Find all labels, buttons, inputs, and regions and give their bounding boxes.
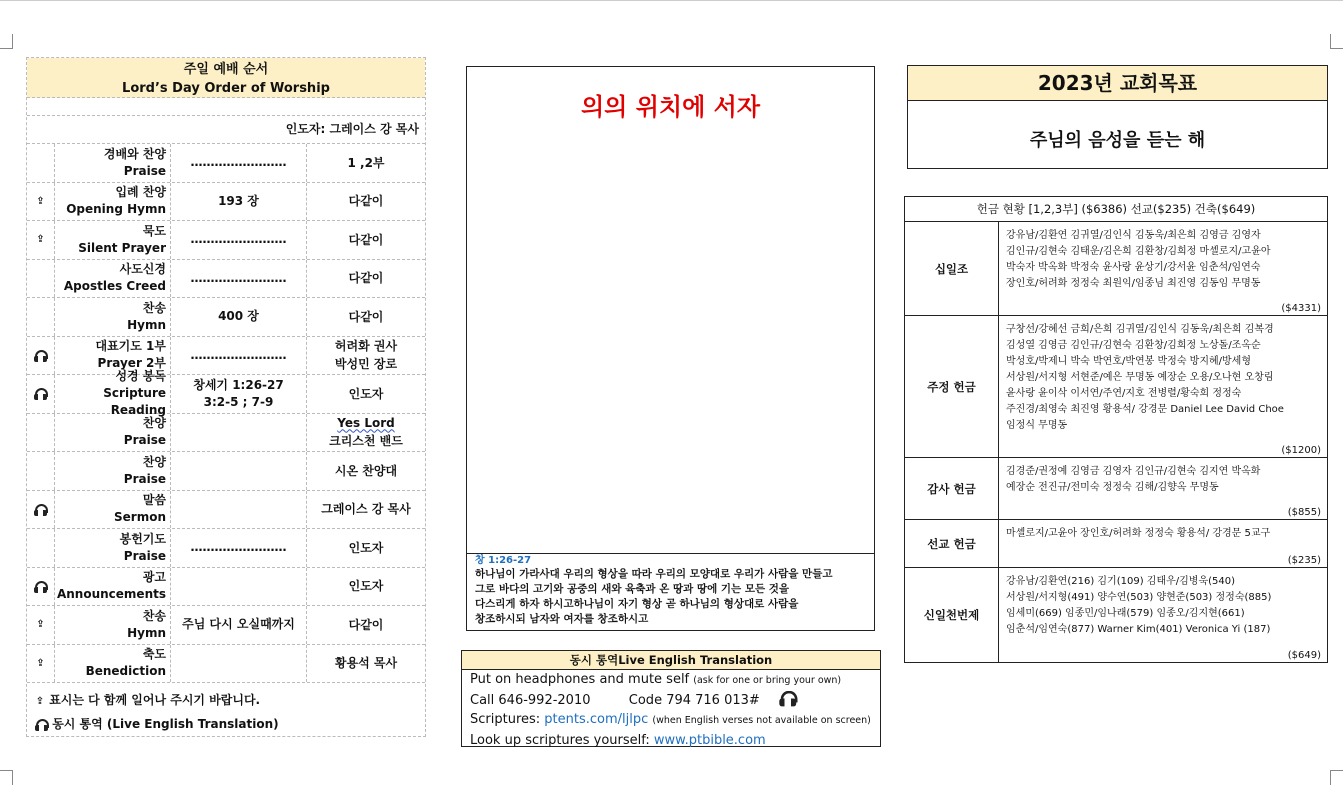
order-row <box>27 298 425 337</box>
sermon-title: 의의 위치에 서자 <box>581 93 760 121</box>
translation-box <box>461 650 881 747</box>
offering-amount: ($4331) <box>1281 303 1321 314</box>
offering-amount: ($235) <box>1287 555 1321 566</box>
translation-header: 동시 통역Live English Translation <box>462 651 880 670</box>
crop-mark <box>1330 34 1343 49</box>
order-item-ko: 광고 <box>142 570 166 585</box>
order-leader-2: 박성민 장로 <box>334 357 398 372</box>
order-item-cell <box>55 568 171 606</box>
order-detail: 193 장 <box>218 193 259 208</box>
order-leader-cell <box>307 452 425 490</box>
order-leader: 다같이 <box>348 232 384 247</box>
order-leader-cell <box>307 568 425 606</box>
order-icon-cell <box>27 645 55 683</box>
order-icon-cell <box>27 260 55 298</box>
offering-category: 선교 헌금 <box>905 520 999 567</box>
order-detail-cell <box>171 568 307 606</box>
order-leader: 다같이 <box>348 194 384 209</box>
order-icon-cell <box>27 183 55 221</box>
worship-order-title-ko: 주일 예배 순서 <box>183 62 269 77</box>
order-leader-cell <box>307 491 425 529</box>
order-leader: 황용석 목사 <box>334 656 398 671</box>
offering-names-line: 마셸로지/고윤아 장인호/허려화 정정숙 황용석/ 강경문 5교구 <box>1006 528 1271 539</box>
order-leader-2: 크리스천 밴드 <box>329 434 403 449</box>
scripture-verse-box <box>467 553 874 631</box>
offering-names-line: 김경준/권정예 김영금 김영자 김인규/김현숙 김지연 박옥화 <box>1006 466 1261 477</box>
order-item-en: Benediction <box>85 664 166 679</box>
translation-line-4 <box>462 731 880 751</box>
order-row <box>27 606 425 645</box>
offering-names-line: 구창선/강혜선 금희/은희 김귀열/김인식 김동욱/최은희 김복경 <box>1006 324 1274 335</box>
order-item-ko: 입례 찬양 <box>115 185 166 200</box>
offering-names-line: 서상원/서지형 서현준/예은 무명동 예장순 오용/오나현 오창림 <box>1006 372 1274 383</box>
order-icon-cell <box>27 452 55 490</box>
order-leader-cell <box>307 260 425 298</box>
order-detail-cell <box>171 337 307 375</box>
verse-text <box>475 567 866 627</box>
offering-names-line: 김성열 김영금 김인규/김현숙 김환창/김희정 노상돌/조옥순 <box>1006 340 1261 351</box>
order-item-en: Praise <box>123 163 166 178</box>
order-row <box>27 183 425 222</box>
order-icon-cell <box>27 337 55 375</box>
sermon-panel <box>466 66 875 631</box>
verse-line: 하나님이 가라사대 우리의 형상을 따라 우리의 모양대로 우리가 사람을 만들고 <box>475 568 833 580</box>
offering-names-line: 윤사랑 윤이삭 이서연/주연/지호 전병렬/황숙희 정정숙 <box>1006 388 1242 399</box>
church-goal-title: 2023년 교회목표 <box>908 66 1327 101</box>
scriptures-link[interactable]: ptents.com/ljlpc <box>544 712 649 727</box>
order-detail-cell <box>171 452 307 490</box>
order-item-en: Hymn <box>127 625 166 640</box>
order-leader: 다같이 <box>348 271 384 286</box>
translation-line-3 <box>462 710 880 731</box>
offering-names-line: 임춘석/임연숙(877) Warner Kim(401) Veronica Yi (187) <box>1006 624 1271 635</box>
crop-mark <box>0 770 13 785</box>
offering-names-line: 서상원/서지형(491) 양수연(503) 양현준(503) 정정숙(885) <box>1006 592 1272 603</box>
order-item-ko: 봉헌기도 <box>119 531 166 546</box>
order-item-ko: 성경 봉독 <box>115 369 166 384</box>
offering-row <box>905 316 1327 458</box>
order-item-ko: 대표기도 1부 <box>95 339 166 354</box>
order-item-cell <box>55 298 171 336</box>
order-leader-cell <box>307 221 425 259</box>
stand-note-text: 표시는 다 함께 일어나 주시기 바랍니다. <box>49 693 261 707</box>
offering-names-line: 예장순 전진규/전미숙 정정숙 김해/김향옥 무명동 <box>1006 482 1219 493</box>
offering-names-line: 박숙자 박옥화 박정숙 윤사랑 윤상기/강서윤 임춘석/임연숙 <box>1006 262 1261 273</box>
headphones-icon <box>35 718 48 731</box>
order-row <box>27 645 425 684</box>
order-item-ko: 찬양 <box>142 416 166 431</box>
order-leader-cell <box>307 645 425 683</box>
offering-names <box>1006 322 1321 434</box>
order-item-en: Praise <box>123 471 166 486</box>
order-leader: Yes Lord <box>337 416 395 431</box>
stand-up-icon: ⇪ <box>36 195 45 207</box>
order-item-cell <box>55 452 171 490</box>
stand-note <box>27 689 425 713</box>
order-leader: 허려화 권사 <box>334 339 398 354</box>
order-detail-cell <box>171 491 307 529</box>
order-item-en: Praise <box>123 433 166 448</box>
order-item-ko: 찬송 <box>142 300 166 315</box>
offering-category: 신일천번제 <box>905 568 999 662</box>
bible-lookup-link[interactable]: www.ptbible.com <box>653 732 766 748</box>
offering-names <box>1006 464 1321 496</box>
stand-up-icon: ⇪ <box>36 234 45 246</box>
order-item-en: Silent Prayer <box>78 240 166 255</box>
order-detail: …………………… <box>190 155 287 170</box>
translation-note <box>27 713 425 735</box>
order-leader-cell <box>307 606 425 644</box>
order-leader-cell <box>307 144 425 182</box>
headphones-icon <box>779 689 802 711</box>
offering-row <box>905 458 1327 520</box>
order-item-en: Apostles Creed <box>63 279 166 294</box>
offering-names-line: 김인규/김현숙 김태운/김은희 김환창/김희정 마셸로지/고윤아 <box>1006 246 1271 257</box>
stand-up-icon: ⇪ <box>36 619 45 631</box>
order-detail: …………………… <box>190 232 287 247</box>
headphones-icon <box>34 580 47 593</box>
offering-names-line: 임세미(669) 임종민/임나래(579) 임종오/김지현(661) <box>1006 608 1245 619</box>
order-detail: 창세기 1:26-27 <box>193 377 284 392</box>
crop-mark <box>1330 770 1343 785</box>
order-item-cell <box>55 414 171 452</box>
order-item-cell <box>55 645 171 683</box>
bible-lookup-label: Look up scriptures yourself: <box>470 732 650 748</box>
order-detail-cell <box>171 645 307 683</box>
order-item-en: Opening Hymn <box>66 202 166 217</box>
order-row <box>27 491 425 530</box>
order-leader-cell <box>307 375 425 413</box>
order-row <box>27 369 425 418</box>
offering-category: 주정 헌금 <box>905 316 999 457</box>
offering-names-line: 임정식 무명동 <box>1006 420 1068 431</box>
order-item-ko: 경배와 찬양 <box>103 146 166 161</box>
order-detail: …………………… <box>190 347 287 362</box>
order-leader-cell <box>307 529 425 567</box>
order-leader-cell <box>307 298 425 336</box>
verse-line: 그로 바다의 고기와 공중의 새와 육축과 온 땅과 땅에 기는 모든 것을 <box>475 583 790 595</box>
headphones-icon <box>34 387 47 400</box>
order-detail-cell <box>171 606 307 644</box>
verse-line: 다스리게 하자 하시고하나님이 자기 형상 곧 하나님의 형상대로 사람을 <box>475 598 799 610</box>
order-leader: 다같이 <box>348 309 384 324</box>
order-leader: 인도자 <box>348 386 384 401</box>
order-item-en: Scripture Reading <box>103 386 166 418</box>
stand-up-icon: ⇪ <box>36 657 45 669</box>
order-item-cell <box>55 606 171 644</box>
verse-reference: 창 1:26-27 <box>475 555 532 566</box>
order-detail: …………………… <box>190 270 287 285</box>
order-leader: 시온 찬양대 <box>334 463 398 478</box>
leader-line: 인도자: 그레이스 강 목사 <box>27 116 425 144</box>
order-row <box>27 452 425 491</box>
translation-note-text: 동시 통역 (Live English Translation) <box>52 717 279 731</box>
order-item-en: Hymn <box>127 317 166 332</box>
order-item-cell <box>55 369 171 418</box>
offering-amount: ($855) <box>1287 507 1321 518</box>
offering-names-line: 강유남/김환연 김귀열/김인식 김동욱/최은희 김영금 김영자 <box>1006 230 1261 241</box>
order-icon-cell <box>27 414 55 452</box>
order-detail: 400 장 <box>218 309 259 324</box>
scriptures-note: (when English verses not available on screen) <box>652 715 871 726</box>
offering-names-line: 강유남/김환연(216) 김기(109) 김태우/김병욱(540) <box>1006 576 1236 587</box>
order-leader: 인도자 <box>348 540 384 555</box>
order-item-en: Praise <box>123 548 166 563</box>
offering-category: 감사 헌금 <box>905 458 999 519</box>
church-goal-subtitle: 주님의 음성을 듣는 해 <box>1029 130 1206 151</box>
translation-line-2 <box>462 691 880 711</box>
order-row <box>27 414 425 453</box>
offering-names-line: 주진경/최영숙 최진영 황용석/ 강경문 Daniel Lee David Choe <box>1006 404 1284 415</box>
order-icon-cell <box>27 144 55 182</box>
order-detail-cell <box>171 221 307 259</box>
offering-category: 십일조 <box>905 222 999 315</box>
order-detail: …………………… <box>190 540 287 555</box>
order-item-ko: 묵도 <box>142 223 166 238</box>
order-detail-cell <box>171 414 307 452</box>
order-leader-cell <box>307 414 425 452</box>
order-detail-cell <box>171 183 307 221</box>
call-number: Call 646-992-2010 <box>470 692 591 708</box>
order-item-en: Sermon <box>114 510 166 525</box>
offering-amount: ($1200) <box>1281 445 1321 456</box>
order-item-cell <box>55 183 171 221</box>
order-item-ko: 축도 <box>142 647 166 662</box>
order-row <box>27 529 425 568</box>
translation-instructions-note: (ask for one or bring your own) <box>693 675 842 686</box>
offering-table <box>904 196 1328 663</box>
order-leader-cell <box>307 337 425 375</box>
order-leader: 인도자 <box>348 579 384 594</box>
headphones-icon <box>34 503 47 516</box>
order-item-cell <box>55 491 171 529</box>
order-icon-cell <box>27 529 55 567</box>
order-item-cell <box>55 221 171 259</box>
scriptures-label: Scriptures: <box>470 712 541 727</box>
order-icon-cell <box>27 298 55 336</box>
offering-names <box>1006 574 1321 638</box>
offering-names <box>1006 526 1321 542</box>
order-detail-2: 3:2-5 ; 7-9 <box>203 394 274 409</box>
order-icon-cell <box>27 606 55 644</box>
order-item-cell <box>55 144 171 182</box>
order-detail: 주님 다시 오실때까지 <box>182 617 295 632</box>
translation-line-1 <box>462 670 880 691</box>
offering-rows <box>905 222 1327 662</box>
order-item-ko: 찬양 <box>142 454 166 469</box>
page-top-border <box>0 0 1343 1</box>
order-leader: 다같이 <box>348 617 384 632</box>
offering-row <box>905 520 1327 568</box>
order-item-ko: 사도신경 <box>119 262 166 277</box>
order-icon-cell <box>27 375 55 413</box>
crop-mark <box>0 34 13 49</box>
order-row <box>27 144 425 183</box>
offering-amount: ($649) <box>1287 650 1321 661</box>
order-item-cell <box>55 260 171 298</box>
order-item-cell <box>55 529 171 567</box>
church-goal-box <box>907 65 1328 169</box>
offering-header: 헌금 현황 [1,2,3부] ($6386) 선교($235) 건축($649) <box>905 197 1327 222</box>
order-leader-cell <box>307 183 425 221</box>
offering-row <box>905 222 1327 316</box>
order-detail-cell <box>171 260 307 298</box>
order-item-ko: 말씀 <box>142 493 166 508</box>
order-row <box>27 568 425 607</box>
worship-order-header <box>27 58 425 98</box>
worship-order-title-en: Lord’s Day Order of Worship <box>122 81 330 96</box>
order-leader: 1 ,2부 <box>347 155 385 170</box>
order-row <box>27 221 425 260</box>
blank-row <box>27 98 425 116</box>
offering-names <box>1006 228 1321 292</box>
offering-names-line: 장인호/허려화 정정숙 최원익/임종님 최진영 김동임 무명동 <box>1006 278 1261 289</box>
offering-row <box>905 568 1327 662</box>
headphones-icon <box>34 349 47 362</box>
translation-instructions: Put on headphones and mute self <box>470 672 690 687</box>
stand-up-icon: ⇪ <box>35 696 45 707</box>
order-detail-cell <box>171 144 307 182</box>
offering-names-line: 박성호/박제니 박숙 박연호/박연봉 박정숙 방지혜/방세형 <box>1006 356 1252 367</box>
verse-line: 창조하시되 남자와 여자를 창조하시고 <box>475 613 649 625</box>
order-detail-cell <box>171 529 307 567</box>
access-code: Code 794 716 013# <box>628 692 760 708</box>
order-icon-cell <box>27 568 55 606</box>
order-item-en: Announcements <box>56 587 166 602</box>
order-leader: 그레이스 강 목사 <box>321 502 411 517</box>
order-item-en: Prayer 2부 <box>97 356 166 371</box>
order-row <box>27 260 425 299</box>
order-icon-cell <box>27 221 55 259</box>
order-rows <box>27 144 425 683</box>
order-icon-cell <box>27 491 55 529</box>
order-detail-cell <box>171 375 307 413</box>
order-item-ko: 찬송 <box>142 608 166 623</box>
order-detail-cell <box>171 298 307 336</box>
worship-order-panel <box>26 57 426 737</box>
